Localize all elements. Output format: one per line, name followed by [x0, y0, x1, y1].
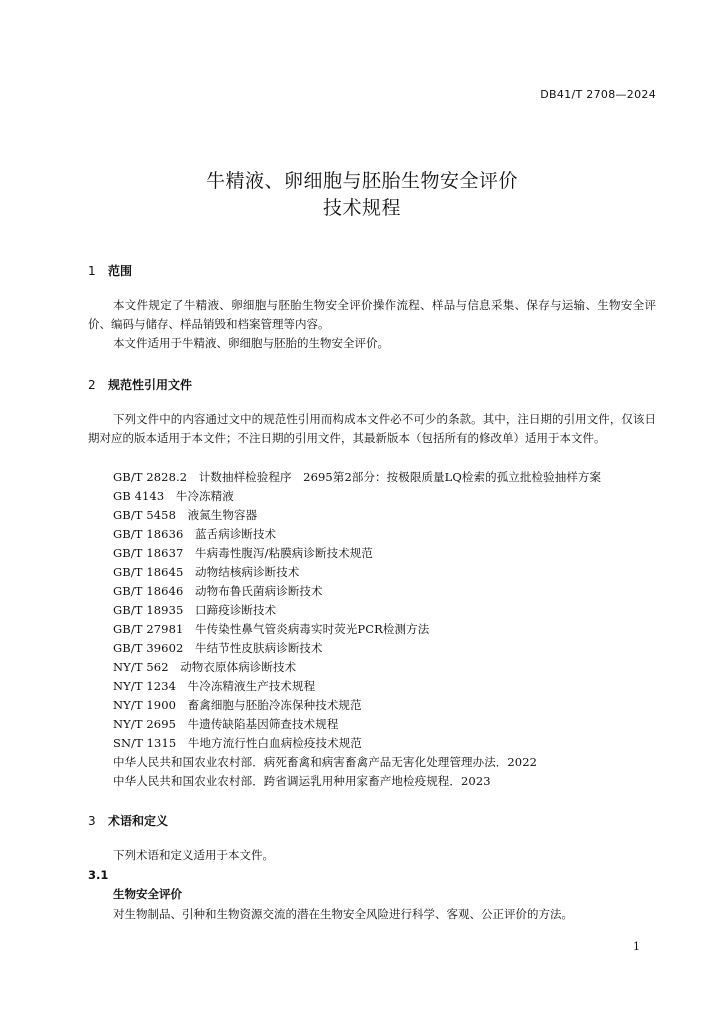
title-line-1: 牛精液、卵细胞与胚胎生物安全评价	[205, 170, 518, 192]
reference-item: GB/T 39602 牛结节性皮肤病诊断技术	[113, 641, 323, 655]
term-definition: 对生物制品、引种和生物资源交流的潜在生物安全风险进行科学、客观、公正评价的方法。	[113, 907, 573, 921]
page-number: 1	[633, 940, 640, 953]
reference-item: GB/T 18637 牛病毒性腹泻/粘膜病诊断技术规范	[113, 546, 373, 560]
references-intro: 下列文件中的内容通过文中的规范性引用而构成本文件必不可少的条款。其中，注日期的引用文件，仅该日期对应的版本适用于本文件；不注日期的引用文件，其最新版本（包括所有的修改单）适用于本文件。	[88, 412, 656, 445]
term-name: 生物安全评价	[113, 887, 182, 901]
reference-item: SN/T 1315 牛地方流行性白血病检疫技术规范	[113, 736, 362, 750]
reference-item: GB/T 18636 蓝舌病诊断技术	[113, 527, 277, 541]
title-line-2: 技术规程	[322, 197, 401, 219]
scope-paragraph-1: 本文件规定了牛精液、卵细胞与胚胎生物安全评价操作流程、样品与信息采集、保存与运输、生物安全评价、编码与储存、样品销毁和档案管理等内容。	[88, 298, 656, 331]
reference-item: GB/T 18646 动物布鲁氏菌病诊断技术	[113, 584, 323, 598]
terms-intro: 下列术语和定义适用于本文件。	[113, 848, 274, 862]
section-2-heading	[88, 376, 192, 393]
standard-code: DB41/T 2708—2024	[540, 88, 656, 101]
section-1-heading	[88, 262, 132, 279]
reference-item: 中华人民共和国农业农村部．病死畜禽和病害畜禽产品无害化处理管理办法．2022	[113, 755, 538, 769]
reference-item: GB/T 18935 口蹄疫诊断技术	[113, 603, 277, 617]
reference-item: NY/T 1900 畜禽细胞与胚胎冷冻保种技术规范	[113, 698, 362, 712]
reference-item: NY/T 562 动物衣原体病诊断技术	[113, 660, 297, 674]
scope-paragraph-2: 本文件适用于牛精液、卵细胞与胚胎的生物安全评价。	[113, 336, 389, 350]
section-title: 范围	[108, 264, 133, 278]
section-title: 规范性引用文件	[108, 378, 193, 392]
reference-item: GB/T 5458 液氮生物容器	[113, 508, 258, 522]
document-title	[0, 168, 724, 222]
reference-item: 中华人民共和国农业农村部．跨省调运乳用种用家畜产地检疫规程．2023	[113, 774, 491, 788]
section-number: 1	[88, 264, 96, 278]
section-title: 术语和定义	[108, 814, 169, 828]
section-3-heading	[88, 812, 168, 829]
reference-item: GB/T 2828.2 计数抽样检验程序 2695第2部分：按极限质量LQ检索的孤立批检验抽样方案	[113, 470, 602, 484]
reference-item: GB/T 27981 牛传染性鼻气管炎病毒实时荧光PCR检测方法	[113, 622, 430, 636]
subsection-number: 3.1	[88, 868, 109, 882]
reference-item: NY/T 1234 牛冷冻精液生产技术规程	[113, 679, 316, 693]
section-number: 2	[88, 378, 96, 392]
reference-item: NY/T 2695 牛遗传缺陷基因筛查技术规程	[113, 717, 339, 731]
reference-item: GB 4143 牛冷冻精液	[113, 489, 234, 503]
reference-item: GB/T 18645 动物结核病诊断技术	[113, 565, 300, 579]
reference-list	[113, 468, 601, 791]
section-number: 3	[88, 814, 96, 828]
